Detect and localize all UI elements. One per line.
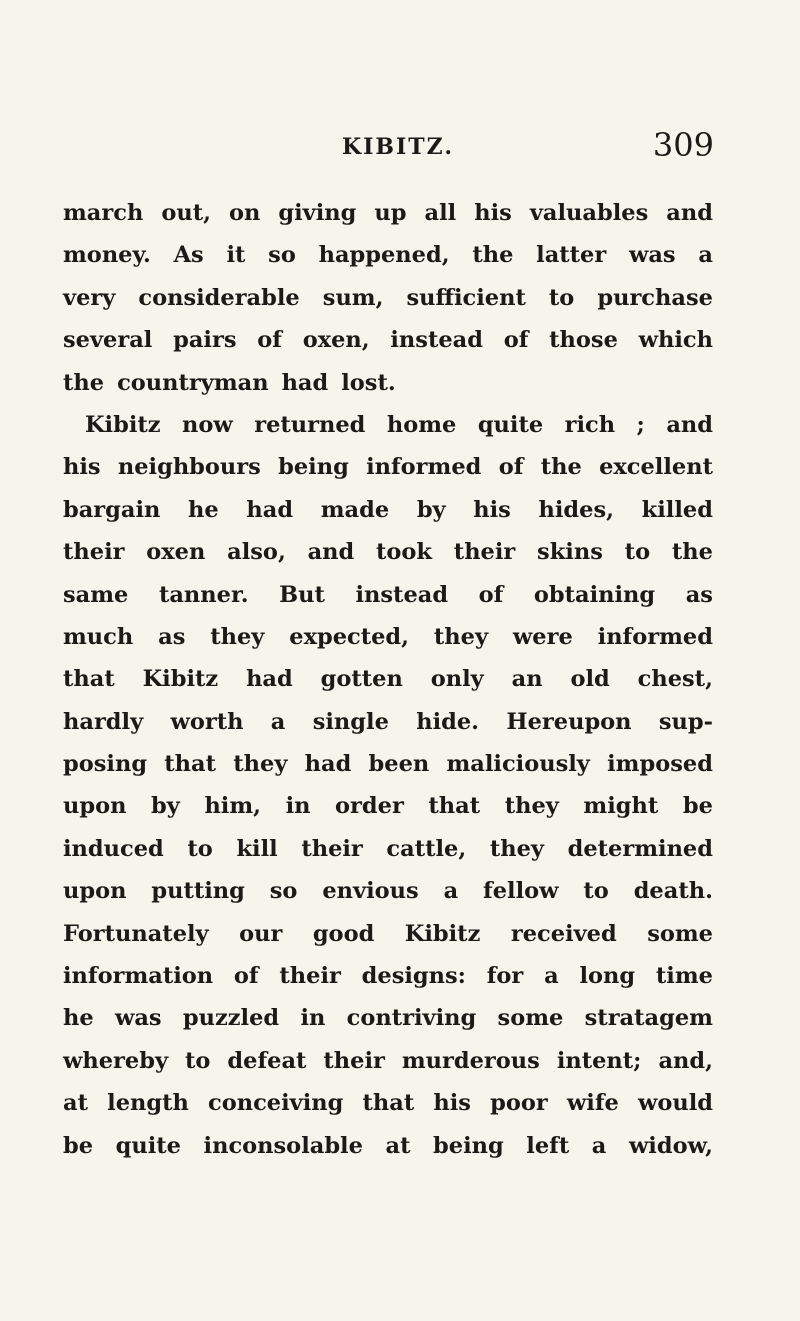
text-line: several pairs of oxen, instead of those which — [63, 327, 713, 354]
text-line: Fortunately our good Kibitz received some — [63, 920, 713, 947]
text-line: at length conceiving that his poor wife would — [63, 1090, 713, 1117]
text-line: be quite inconsolable at being left a widow, — [63, 1132, 713, 1159]
text-line: same tanner. But instead of obtaining as — [63, 581, 713, 608]
text-line: bargain he had made by his hides, killed — [63, 496, 713, 523]
running-head — [262, 118, 714, 168]
text-line: march out, on giving up all his valuables and — [63, 200, 713, 226]
text-line: he was puzzled in contriving some stratagem — [63, 1005, 713, 1032]
text-line: that Kibitz had gotten only an old chest, — [63, 666, 713, 693]
body-text — [63, 192, 713, 1167]
page-number: 309 — [652, 126, 714, 164]
text-line: very considerable sum, sufficient to purchase — [63, 284, 713, 311]
text-line: upon putting so envious a fellow to death. — [63, 878, 713, 905]
text-line: whereby to defeat their murderous intent; and, — [63, 1047, 713, 1074]
text-line: much as they expected, they were informed — [63, 623, 713, 650]
text-line: Kibitz now returned home quite rich ; and — [85, 411, 713, 438]
text-line: the countryman had lost. — [63, 369, 396, 396]
text-line: their oxen also, and took their skins to the — [63, 539, 713, 566]
text-line: upon by him, in order that they might be — [63, 793, 713, 820]
text-line: information of their designs: for a long time — [63, 963, 713, 990]
running-title: KIBITZ. — [342, 134, 455, 160]
text-line: his neighbours being informed of the excellent — [63, 454, 713, 481]
text-line: induced to kill their cattle, they determined — [63, 835, 713, 862]
text-line: hardly worth a single hide. Hereupon sup- — [63, 708, 713, 735]
text-line: posing that they had been maliciously imposed — [63, 751, 713, 778]
text-line: money. As it so happened, the latter was a — [63, 242, 713, 269]
